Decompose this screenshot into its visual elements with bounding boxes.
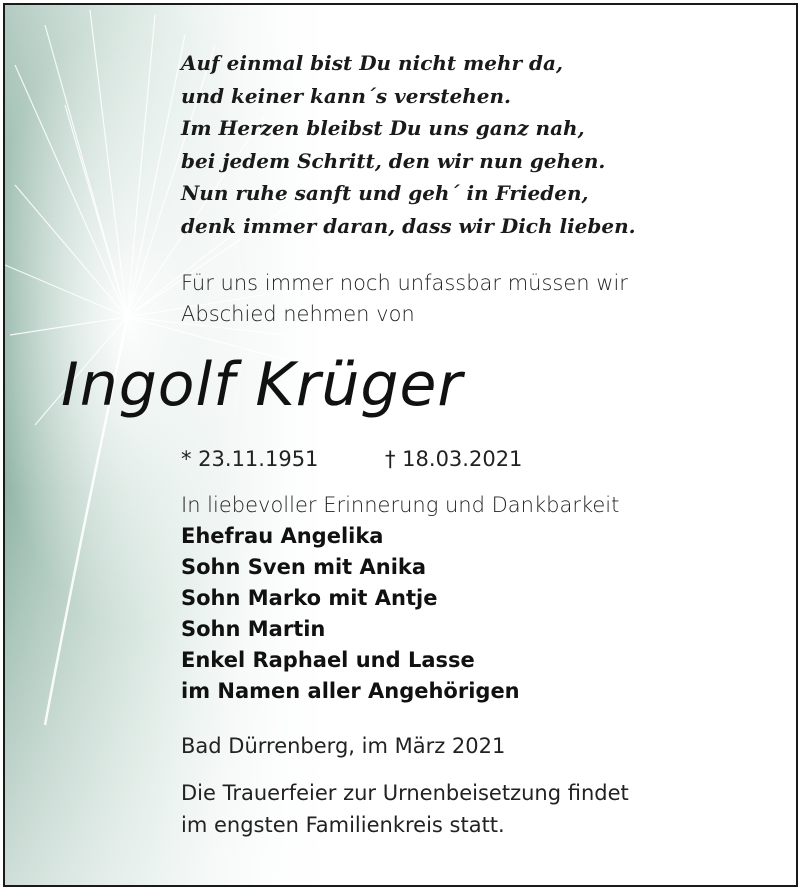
death-date: † 18.03.2021 — [385, 447, 523, 471]
mourners-lead: In liebevoller Erinnerung und Dankbarkeit — [181, 493, 620, 517]
intro-line: Abschied nehmen von — [181, 302, 415, 326]
life-dates — [181, 445, 523, 473]
poem-line: und keiner kann´s verstehen. — [181, 83, 511, 108]
intro-line: Für uns immer noch unfassbar müssen wir — [181, 271, 628, 295]
mourner: im Namen aller Angehörigen — [181, 679, 520, 703]
poem-line: Nun ruhe sanft und geh´ in Frieden, — [181, 181, 589, 205]
mourner: Sohn Marko mit Antje — [181, 586, 438, 610]
ceremony-line: Die Trauerfeier zur Urnenbeisetzung findet — [181, 781, 629, 805]
poem-line: denk immer daran, dass wir Dich lieben. — [181, 213, 636, 238]
place-date: Bad Dürrenberg, im März 2021 — [181, 734, 506, 758]
mourner: Sohn Martin — [181, 617, 326, 641]
birth-date: * 23.11.1951 — [181, 447, 319, 471]
mourner: Ehefrau Angelika — [181, 524, 384, 548]
ceremony-note — [181, 777, 629, 841]
mourner: Sohn Sven mit Anika — [181, 555, 427, 579]
mourners-list — [181, 490, 619, 707]
poem-line: bei jedem Schritt, den wir nun gehen. — [181, 148, 606, 173]
poem-line: Im Herzen bleibst Du uns ganz nah, — [181, 116, 585, 140]
poem-line: Auf einmal bist Du nicht mehr da, — [181, 51, 563, 75]
obituary-notice — [3, 3, 798, 887]
farewell-intro — [181, 268, 628, 330]
mourner: Enkel Raphael und Lasse — [181, 648, 475, 672]
deceased-name: Ingolf Krüger — [61, 350, 464, 420]
memorial-poem — [181, 47, 636, 242]
ceremony-line: im engsten Familienkreis statt. — [181, 813, 505, 837]
